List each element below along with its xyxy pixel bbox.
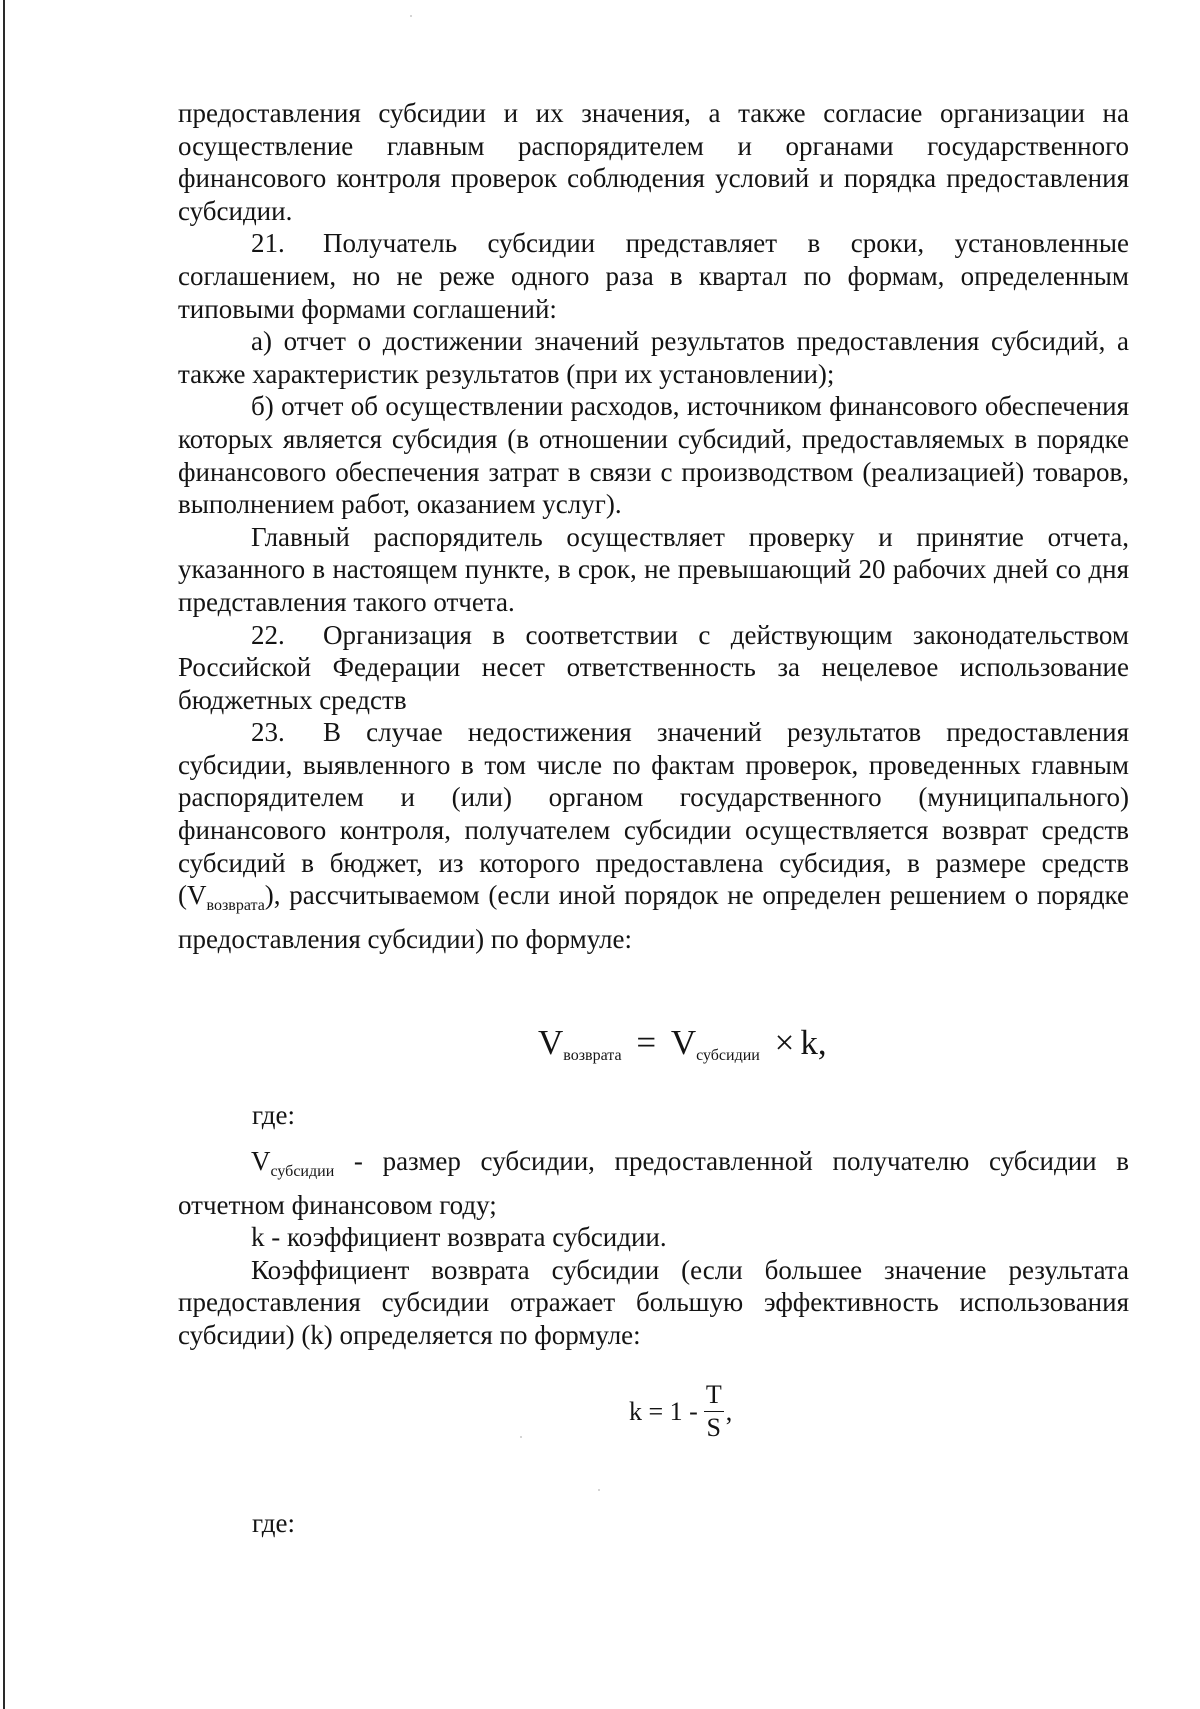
definitions-block xyxy=(178,1145,1129,1352)
formula-times: × xyxy=(774,1023,795,1062)
formula-lhs: V xyxy=(538,1023,564,1062)
clause-21-item-a: а) отчет о достижении значений результатов предоставления субсидий, а также характеристик результатов (при их установлении); xyxy=(178,326,1129,389)
clause-21-check-paragraph: Главный распорядитель осуществляет проверку и принятие отчета, указанного в настоящем пункте, в срок, не превышающий 20 рабочих дней со дня представления такого отчета. xyxy=(178,521,1129,617)
formula-rhs-subscript: субсидии xyxy=(696,1047,760,1064)
document-body xyxy=(178,97,1129,955)
formula-rhs: V xyxy=(670,1023,697,1062)
fraction-numerator: T xyxy=(704,1382,724,1412)
formula-k: k, xyxy=(800,1023,827,1062)
clause-23 xyxy=(178,716,1129,955)
clause-22 xyxy=(178,619,1129,717)
definition-text: - размер субсидии, предоставленной получателю субсидии в отчетном финансовом году; xyxy=(178,1146,1129,1220)
definition-symbol: V xyxy=(251,1146,271,1176)
formula2-tail: , xyxy=(725,1396,733,1426)
coefficient-paragraph: Коэффициент возврата субсидии (если большее значение результата предоставления субсидии отражает большую эффективность использования субсидии) (k) определяется по формуле: xyxy=(178,1254,1129,1350)
page-left-edge xyxy=(3,0,5,1709)
clause-21-item-b: б) отчет об осуществлении расходов, источником финансового обеспечения которых является субсидия (в отношении субсидий, предоставляемых в порядке финансового обеспечения затрат в связи с производством (реализацией) товаров, выполнением работ, оказанием услуг). xyxy=(178,391,1129,520)
clause-21 xyxy=(178,227,1129,325)
clause-text-part1: В случае недостижения значений результатов предоставления субсидии, выявленного в том числе по фактам проверок, проведенных главным распорядителем и (или) органом государственного (муниципального) финансового контроля, получателем субсидии осуществляется возврат средств субсидий в бюджет, из которого предоставлена субсидия, в размере средств (V xyxy=(178,717,1129,911)
clause-text: Организация в соответствии с действующим законодательством Российской Федерации несет ответственность за нецелевое использование бюджетных средств xyxy=(178,619,1129,715)
fraction xyxy=(704,1382,724,1441)
scan-speck xyxy=(598,1489,600,1491)
where-label-2: где: xyxy=(252,1508,295,1538)
definition-k: k - коэффициент возврата субсидии. xyxy=(251,1222,667,1253)
formula2-lhs: k = 1 - xyxy=(629,1396,698,1426)
definition-subscript: субсидии xyxy=(270,1163,335,1180)
fraction-denominator: S xyxy=(706,1413,721,1442)
paragraph-continuation: предоставления субсидии и их значения, а также согласие организации на осуществление главным распорядителем и органами государственного финансового контроля проверок соблюдения условий и порядка предоставления субсидии. xyxy=(178,98,1129,226)
clause-subscript: возврата xyxy=(206,897,265,915)
formula-lhs-subscript: возврата xyxy=(563,1047,622,1064)
clause-number: 21. xyxy=(251,228,285,259)
formula-equals: = xyxy=(636,1023,657,1062)
clause-text: Получатель субсидии представляет в сроки, установленные соглашением, но не реже одного раза в квартал по формам, определенным типовыми формами соглашений: xyxy=(178,228,1129,324)
where-label-1: где: xyxy=(252,1100,295,1130)
definition-v-subsidy xyxy=(178,1145,1129,1221)
clause-text-part2: ), рассчитываемом (если иной порядок не определен решением о порядке предоставления субсидии) по формуле: xyxy=(178,880,1129,954)
formula-coefficient xyxy=(629,1382,732,1441)
scan-speck xyxy=(410,15,412,17)
formula-refund-volume xyxy=(538,1023,827,1065)
clause-number: 23. xyxy=(251,717,285,748)
clause-number: 22. xyxy=(251,619,285,650)
scan-speck xyxy=(520,1436,522,1438)
